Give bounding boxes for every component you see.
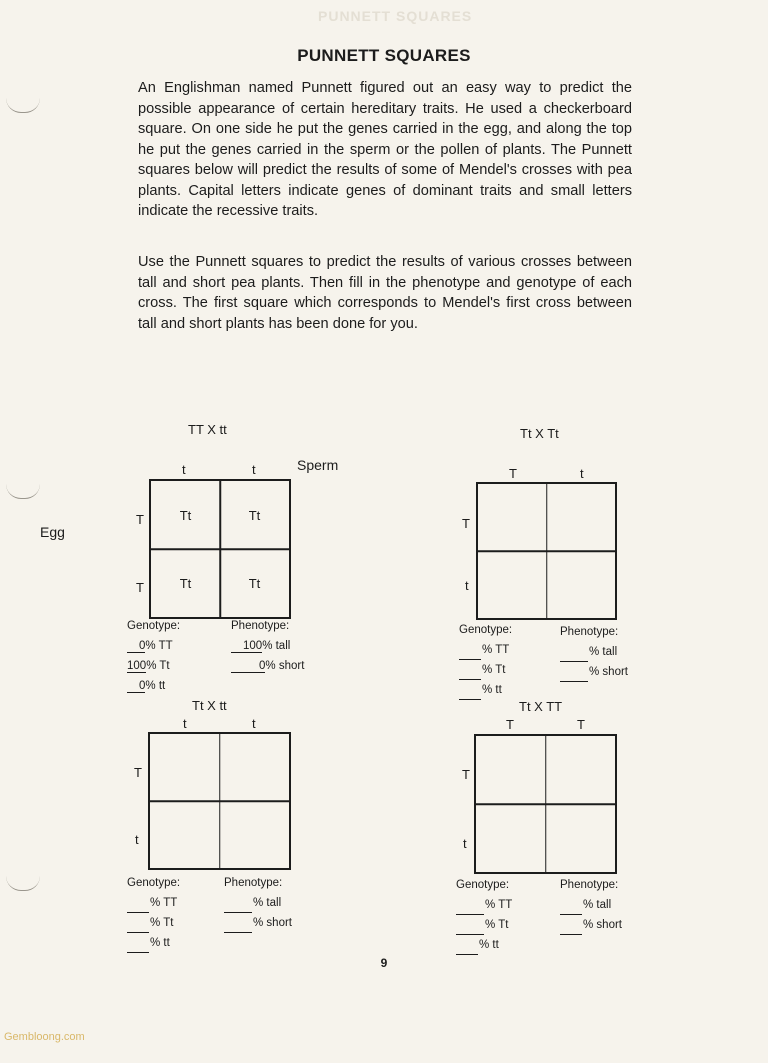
genotype-heading: Genotype: (459, 624, 513, 636)
genotype-value: 100 (127, 660, 147, 672)
phenotype-blank[interactable] (224, 918, 252, 933)
genotype-heading: Genotype: (127, 620, 181, 632)
phenotype-label: % tall (583, 899, 612, 911)
cross-label: TT X tt (188, 422, 227, 437)
phenotype-heading: Phenotype: (224, 877, 283, 889)
genotype-label: % TT (485, 899, 513, 911)
phenotype-label: % tall (589, 646, 618, 658)
sperm-allele: t (182, 462, 186, 477)
egg-allele: t (463, 836, 467, 851)
genotype-blank[interactable] (456, 920, 484, 935)
egg-allele: T (462, 767, 470, 782)
punnett-grid (476, 482, 617, 620)
egg-label: Egg (40, 524, 65, 540)
genotype-blank[interactable] (456, 940, 478, 955)
cross-label: Tt X Tt (520, 426, 559, 441)
phenotype-block (224, 873, 292, 933)
genotype-blank[interactable] (459, 685, 481, 700)
sperm-allele: T (577, 717, 585, 732)
grid-cell: Tt (179, 507, 192, 523)
genotype-label: % tt (145, 680, 166, 692)
egg-allele: T (462, 516, 470, 531)
phenotype-value: 0 (231, 660, 265, 673)
genotype-blank[interactable] (456, 900, 484, 915)
sperm-allele: t (252, 716, 256, 731)
page-number: 9 (380, 956, 388, 970)
genotype-label: % TT (150, 897, 178, 909)
genotype-label: % Tt (146, 660, 170, 672)
genotype-block (127, 616, 180, 696)
genotype-block (459, 620, 512, 700)
genotype-heading: Genotype: (127, 877, 181, 889)
egg-allele: t (465, 578, 469, 593)
genotype-block (456, 875, 512, 955)
genotype-label: % tt (150, 937, 170, 949)
genotype-label: % tt (482, 684, 502, 696)
phenotype-label: % short (253, 917, 292, 929)
phenotype-label: % short (265, 660, 305, 672)
egg-allele: T (136, 512, 144, 527)
phenotype-blank[interactable] (560, 920, 582, 935)
punnett-grid (149, 479, 291, 619)
genotype-blank[interactable] (459, 665, 481, 680)
phenotype-label: % tall (253, 897, 282, 909)
cross-label: Tt X tt (192, 698, 227, 713)
egg-allele: T (136, 580, 144, 595)
genotype-label: % Tt (150, 917, 174, 929)
genotype-blank[interactable] (127, 938, 149, 953)
punnett-grid (474, 734, 617, 874)
phenotype-blank[interactable] (224, 898, 252, 913)
phenotype-block (560, 622, 628, 682)
genotype-value: 0 (127, 680, 145, 693)
grid-cell: Tt (248, 507, 261, 523)
cross-label: Tt X TT (519, 699, 563, 714)
bleed-through-text: PUNNETT SQUARES (318, 8, 473, 24)
sperm-allele: t (183, 716, 187, 731)
sperm-allele: t (580, 466, 584, 481)
punnett-grid (148, 732, 291, 870)
genotype-blank[interactable] (459, 645, 481, 660)
watermark: Gembloong.com (4, 1031, 85, 1043)
instructions-paragraph: Use the Punnett squares to predict the results of various crosses between tall and short pea plants. Then fill in the phenotype and genotype of each cross. The first square which corresponds to Mendel's first cross between tall and short plants has been done for you. (138, 254, 632, 332)
phenotype-blank[interactable] (560, 900, 582, 915)
phenotype-label: % short (583, 919, 622, 931)
phenotype-heading: Phenotype: (560, 626, 619, 638)
egg-allele: t (135, 832, 139, 847)
genotype-block (127, 873, 180, 953)
genotype-blank[interactable] (127, 918, 149, 933)
binder-hole-top (6, 98, 40, 113)
phenotype-blank[interactable] (560, 667, 588, 682)
sperm-allele: t (252, 462, 256, 477)
phenotype-label: % tall (262, 640, 291, 652)
phenotype-block (560, 875, 622, 935)
genotype-label: % Tt (485, 919, 509, 931)
genotype-label: % Tt (482, 664, 506, 676)
phenotype-block (231, 616, 304, 676)
genotype-label: % tt (479, 939, 499, 951)
phenotype-blank[interactable] (560, 647, 588, 662)
genotype-label: % TT (482, 644, 510, 656)
genotype-value: 0 (127, 640, 145, 653)
grid-cell: Tt (248, 575, 261, 591)
intro-paragraph: An Englishman named Punnett figured out an easy way to predict the possible appearance of certain hereditary traits. He used a checkerboard square. On one side he put the genes carried in the egg, and along the top he put the genes carried in the sperm or the pollen of plants. The Punnett squares below will predict the results of some of Mendel's crosses with pea plants. Capital letters indicate genes of dominant traits and small letters indicate the recessive traits. (138, 80, 632, 219)
sperm-label: Sperm (297, 457, 339, 473)
phenotype-heading: Phenotype: (560, 879, 619, 891)
phenotype-heading: Phenotype: (231, 620, 290, 632)
sperm-allele: T (506, 717, 514, 732)
genotype-heading: Genotype: (456, 879, 510, 891)
sperm-allele: T (509, 466, 517, 481)
page-title: PUNNETT SQUARES (297, 46, 471, 65)
egg-allele: T (134, 765, 142, 780)
genotype-label: % TT (145, 640, 173, 652)
genotype-blank[interactable] (127, 898, 149, 913)
binder-hole-bottom (6, 876, 40, 891)
phenotype-value: 100 (231, 640, 262, 653)
binder-hole-middle (6, 484, 40, 499)
grid-cell: Tt (179, 575, 192, 591)
phenotype-label: % short (589, 666, 628, 678)
